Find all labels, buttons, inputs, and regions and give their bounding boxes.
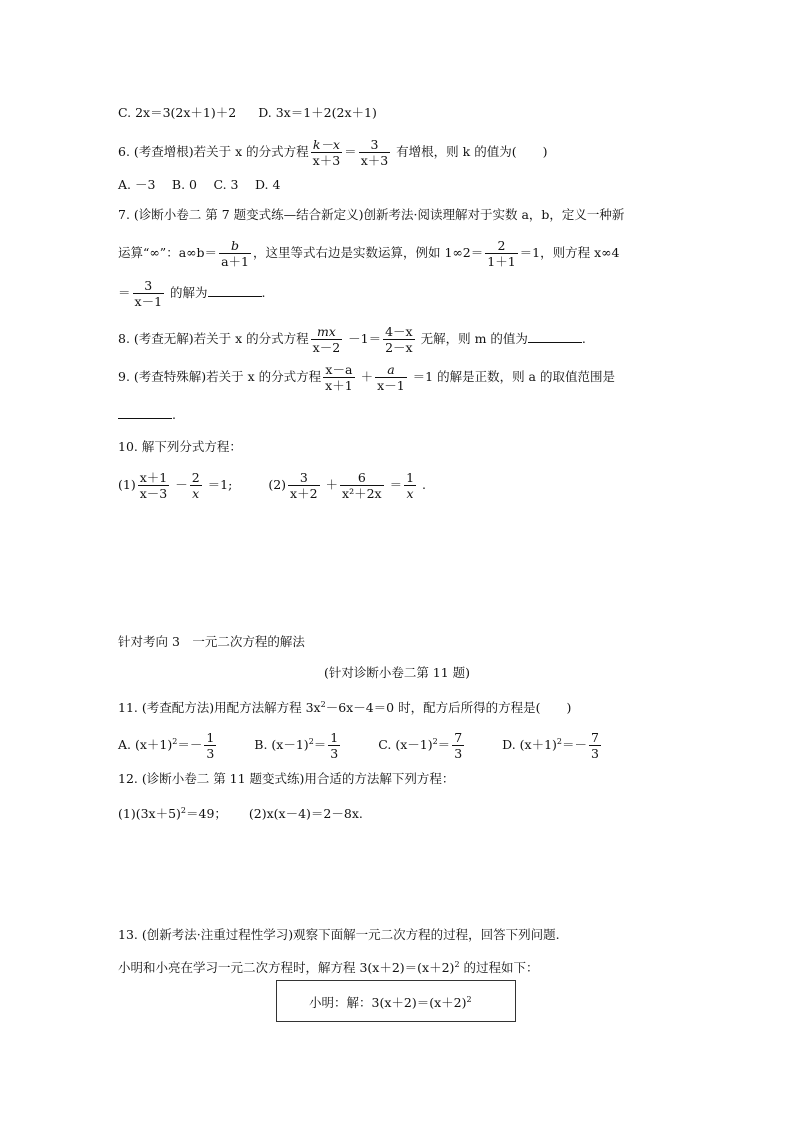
q7-line3-b: 的解为 — [166, 285, 208, 300]
q10-part2-end: . — [418, 477, 426, 492]
section-title: 针对考向 3 一元二次方程的解法 — [118, 634, 305, 649]
xiaoming-solution-line: 小明：解：$3(x+2)=(x+2)^2$ — [309, 994, 472, 1010]
q10-part1-end: ＝1; — [203, 477, 233, 492]
q5-option-c: C. 2x＝3(2x＋1)＋2 — [118, 105, 237, 120]
q5-options — [118, 104, 377, 122]
q12-title: 12. (诊断小卷二 第 11 题变式练)用合适的方法解下列方程： — [118, 771, 455, 786]
q8-stem — [118, 324, 586, 355]
q12-part1-b: ＝49； — [186, 806, 227, 822]
q7-fraction-example: $\frac{2}{1+1}$ — [487, 238, 516, 269]
q13-stem: 13. (创新考法·注重过程性学习)观察下面解一元二次方程的过程，回答下列问题. — [118, 927, 560, 942]
q8-fraction-1: $\frac{mx}{x-2}$ — [312, 324, 341, 355]
section-subtitle: (针对诊断小卷二第 11 题) — [323, 665, 471, 680]
q13-intro-sup: 2 — [454, 960, 460, 969]
q8-end: . — [581, 331, 586, 346]
q11-option-d: D. $(x+1)^2=-$ $\frac{7}{3}$ — [502, 730, 599, 761]
q6-suffix: 有增根，则 k 的值为( — [392, 144, 517, 159]
q10-part2-label: (2) — [268, 477, 287, 492]
q10-title: 10. 解下列分式方程： — [118, 439, 242, 454]
xiaoming-solution-box — [276, 980, 516, 1022]
q9-answer-blank[interactable] — [118, 406, 172, 419]
q7-line2-c: ＝1，则方程 x∞4 — [519, 245, 620, 260]
q8-suffix: 无解，则 m 的值为 — [416, 331, 528, 346]
q12-part1-a: (1)(3x＋5) — [118, 806, 181, 822]
q10-part1-fraction-2: $\frac{2}{x}$ — [191, 470, 200, 501]
q7-line-3 — [118, 278, 266, 309]
q12-part1-sup: 2 — [180, 806, 187, 815]
q6-stem — [118, 137, 547, 168]
q11-stem-sup: 2 — [320, 700, 326, 709]
q8-mid: －1＝ — [344, 331, 382, 346]
q13-intro-b: 的过程如下： — [459, 960, 539, 976]
q7-fraction-def: $\frac{b}{a+1}$ — [221, 238, 249, 269]
q10-part2-fraction-3: $\frac{1}{x}$ — [406, 470, 415, 501]
q9-fraction-2: $\frac{a}{x-1}$ — [377, 362, 405, 393]
q10-part1-fraction-1: $\frac{x+1}{x-3}$ — [139, 470, 168, 501]
q11-stem-b: －6x－4＝0 时，配方后所得的方程是( — [325, 700, 541, 716]
q9-suffix: ＝1 的解是正数，则 a 的取值范围是 — [408, 369, 615, 384]
q7-line3-a: ＝ — [118, 285, 131, 300]
q7-line-2 — [118, 238, 620, 269]
q10-part2-mid: ＋ — [321, 477, 339, 492]
q8-prefix: 8. (考查无解)若关于 x 的分式方程 — [118, 331, 309, 346]
q7-line-1: 7. (诊断小卷二 第 7 题变式练—结合新定义)创新考法·阅读理解对于实数 a，b，定义一种新 — [118, 207, 625, 222]
q11-option-b: B. $(x-1)^2=$ $\frac{1}{3}$ — [254, 730, 339, 761]
q9-fraction-1: $\frac{x-a}{x+1}$ — [325, 362, 353, 393]
q6-prefix: 6. (考查增根)若关于 x 的分式方程 — [118, 144, 309, 159]
q9-prefix: 9. (考查特殊解)若关于 x 的分式方程 — [118, 369, 322, 384]
q6-equals: ＝ — [344, 144, 357, 159]
q10-part1-mid: － — [171, 477, 188, 492]
q7-line2-b: ，这里等式右边是实数运算，例如 1∞2＝ — [252, 245, 484, 260]
q10-parts — [118, 470, 426, 501]
q11-options — [118, 730, 603, 761]
q6-fraction-1: $\frac{k-x}{x+3}$ — [312, 137, 341, 168]
q9-answer-line — [118, 406, 176, 424]
q12-parts — [118, 802, 363, 823]
q12-part2: (2)x(x－4)＝2－8x. — [248, 806, 363, 822]
q5-option-d: D. 3x＝1＋2(2x＋1) — [258, 105, 377, 120]
q10-part2-eq: ＝ — [385, 477, 403, 492]
q11-stem — [118, 696, 571, 717]
q10-part2-fraction-2: $\frac{6}{\text{x²＋2x}}$ — [342, 470, 382, 501]
q11-stem-a: 11. (考查配方法)用配方法解方程 3x — [118, 700, 321, 716]
q8-answer-blank[interactable] — [528, 330, 582, 343]
q8-fraction-2: $\frac{4-x}{2-x}$ — [385, 324, 413, 355]
q7-line3-c: . — [261, 285, 266, 300]
q7-answer-blank[interactable] — [208, 284, 262, 297]
q9-end: . — [172, 407, 176, 422]
q6-options: A. －3 B. 0 C. 3 D. 4 — [118, 177, 281, 192]
q9-stem — [118, 362, 615, 393]
q11-option-c: C. $(x-1)^2=$ $\frac{7}{3}$ — [378, 730, 463, 761]
q11-answer-paren: ) — [566, 700, 572, 716]
q7-line2-a: 运算“∞”：a∞b＝ — [118, 245, 218, 260]
q10-part1-label: (1) — [118, 477, 136, 492]
q13-intro — [118, 956, 539, 977]
q6-fraction-2: $\frac{3}{x+3}$ — [360, 137, 389, 168]
q10-part2-fraction-1: $\frac{3}{x+2}$ — [290, 470, 318, 501]
q9-plus: ＋ — [356, 369, 374, 384]
q6-answer-paren: ) — [542, 144, 548, 159]
q13-intro-a: 小明和小亮在学习一元二次方程时，解方程 3(x＋2)＝(x＋2) — [118, 960, 455, 976]
q7-fraction-rhs: $\frac{3}{x-1}$ — [134, 278, 163, 309]
q11-option-a: A. $(x+1)^2=-$ $\frac{1}{3}$ — [118, 730, 215, 761]
